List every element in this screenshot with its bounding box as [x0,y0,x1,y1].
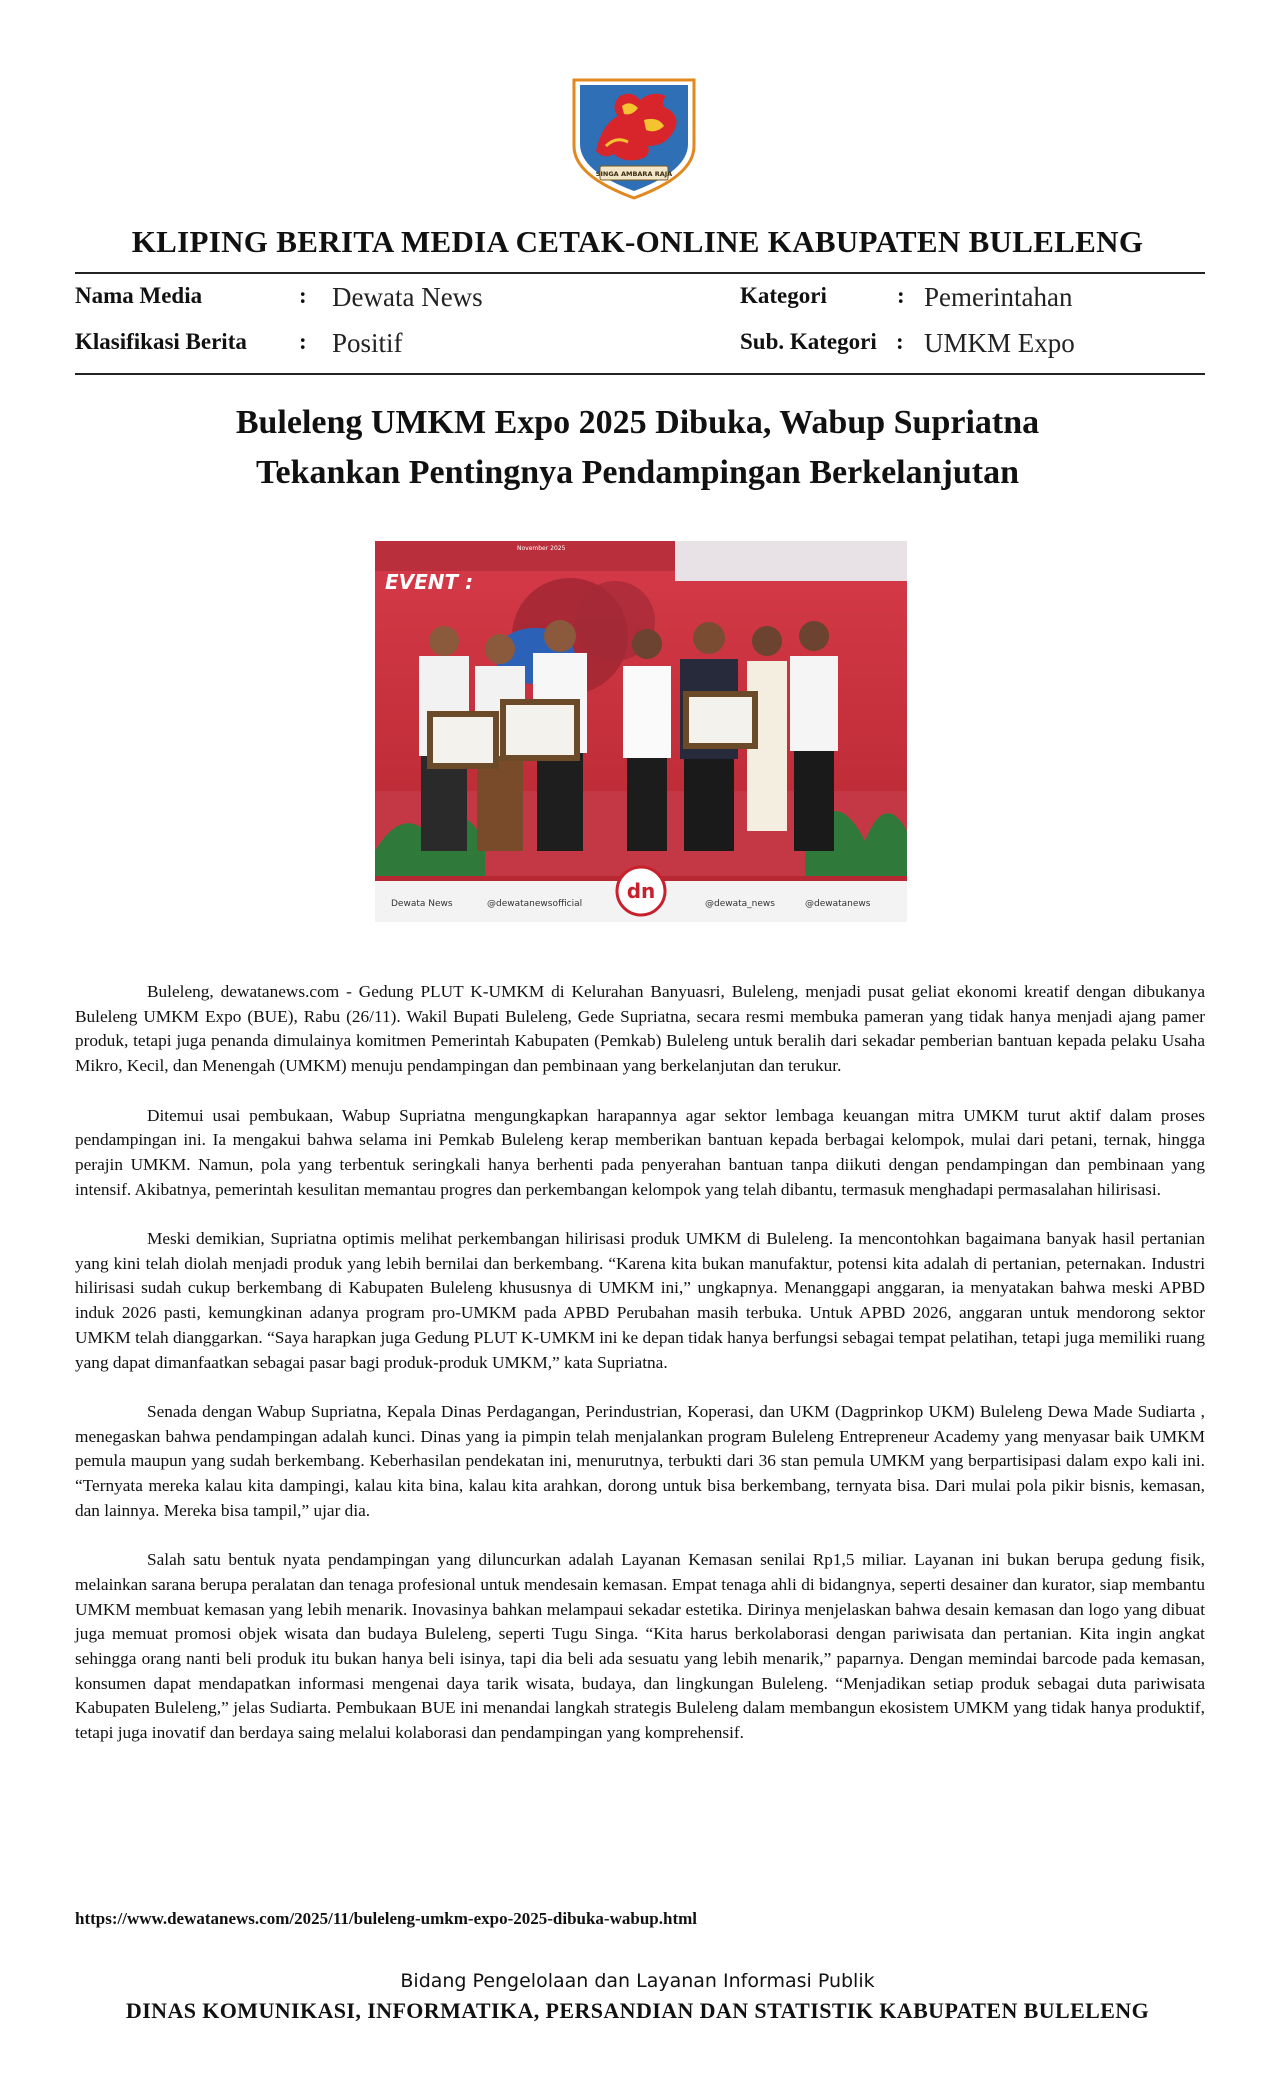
article-paragraph: Salah satu bentuk nyata pendampingan yang diluncurkan adalah Layanan Kemasan senilai Rp1,5 miliar. Layanan ini bukan berupa gedung fisik, melainkan sarana berupa peralatan dan tenaga profesional untuk mendesain kemasan. Empat tenaga ahli di bidangnya, seperti desainer dan kurator, siap membantu UMKM membuat kemasan yang lebih menarik. Inovasinya bahkan melampaui sekadar estetika. Dirinya menjelaskan bahwa desain kemasan dan logo yang dibuat juga memuat promosi objek wisata dan budaya Buleleng, seperti Tugu Singa. “Kita harus berkolaborasi dengan pariwisata dan pertanian. Kita ingin angkat sehingga orang nanti beli produk itu bukan hanya beli isinya, tapi dia beli ada sesuatu yang lebih menarik,” paparnya. Dengan memindai barcode pada kemasan, konsumen dapat mendapatkan informasi mengenai daya tarik wisata, budaya, dan lingkungan Buleleng. “Menjadikan setiap produk sebagai duta pariwisata Kabupaten Buleleng,” jelas Sudiarta. Pembukaan BUE ini menandai langkah strategis Buleleng dalam membangun ekosistem UMKM yang tidak hanya produktif, tetapi juga inovatif dan berdaya saing melalui kolaborasi dan pendampingan yang komprehensif. [75,1550,1205,1743]
klasifikasi-colon: : [299,329,307,354]
article-photo [375,541,907,922]
article-headline [0,398,1275,498]
sub-kategori-value: UMKM Expo [924,328,1075,358]
photo-footer-item-4: @dewatanews [805,899,871,909]
kliping-title: KLIPING BERITA MEDIA CETAK-ONLINE KABUPATEN BULELENG [131,224,1144,259]
article-paragraph: Senada dengan Wabup Supriatna, Kepala Dinas Perdagangan, Perindustrian, Koperasi, dan UKM (Dagprinkop UKM) Buleleng Dewa Made Sudiarta , menegaskan bahwa pendampingan adalah kunci. Dinas yang ia pimpin telah menjalankan program Buleleng Entrepreneur Academy yang menyasar baik UMKM pemula maupun yang sudah berkembang. Keberhasilan pendekatan ini, menurutnya, terbukti dari 36 stan pemula UMKM yang berpartisipasi dalam expo kali ini. “Ternyata mereka kalau kita dampingi, kalau kita bina, kalau kita arahkan, dorong untuk bisa berkembang, ternyata bisa. Dari mulai pola pikir bisnis, kemasan, dan lainnya. Mereka bisa tampil,” ujar dia. [75,1401,1205,1520]
klasifikasi-label: Klasifikasi Berita [75,329,247,354]
headline-line-1: Buleleng UMKM Expo 2025 Dibuka, Wabup Supriatna [235,404,1040,441]
photo-footer-item-3: @dewata_news [705,899,775,909]
klasifikasi-value: Positif [332,328,403,358]
article-paragraph: Ditemui usai pembukaan, Wabup Supriatna mengungkapkan harapannya agar sektor lembaga keuangan mitra UMKM turut aktif dalam proses pendampingan ini. Ia mengakui bahwa selama ini Pemkab Buleleng kerap memberikan bantuan kepada berbagai kelompok, mulai dari petani, ternak, hingga perajin UMKM. Namun, pola yang terbentuk seringkali hanya berhenti pada penyerahan bantuan tanpa diikuti dengan pendampingan dan pembinaan yang intensif. Akibatnya, pemerintah kesulitan memantau progres dan perkembangan kelompok yang telah dibantu, termasuk menghadapi permasalahan hilirisasi. [75,1105,1205,1199]
buleleng-crest-logo [566,76,702,200]
kategori-label: Kategori [740,283,827,308]
photo-banner-month: November 2025 [517,545,566,552]
nama-media-label: Nama Media [75,283,203,308]
photo-banner-event: EVENT : [385,570,474,594]
photo-footer-item-1: Dewata News [391,899,453,909]
sub-kategori-colon: : [896,329,904,354]
article-paragraph: Buleleng, dewatanews.com - Gedung PLUT K-UMKM di Kelurahan Banyuasri, Buleleng, menjadi pusat geliat ekonomi kreatif dengan dibukanya Buleleng UMKM Expo (BUE), Rabu (26/11). Wakil Bupati Buleleng, Gede Supriatna, secara resmi membuka pameran yang tidak hanya menjadi ajang pamer produk, tetapi juga penanda dimulainya komitmen Pemerintah Kabupaten (Pemkab) Buleleng untuk beralih dari sekadar pemberian bantuan kepada pelaku Usaha Mikro, Kecil, dan Menengah (UMKM) menuju pendampingan dan pembinaan yang berkelanjutan dan terukur. [75,982,1205,1076]
divider-top [75,272,1205,274]
article-paragraph: Meski demikian, Supriatna optimis melihat perkembangan hilirisasi produk UMKM di Buleleng. Ia mencontohkan bagaimana banyak hasil pertanian yang kini telah diolah menjadi produk yang lebih bernilai dan berkembang. “Karena kita bukan manufaktur, potensi kita adalah di pertanian, peternakan. Industri hilirisasi sudah cukup berkembang di Kabupaten Buleleng khususnya di UMKM ini,” ungkapnya. Menanggapi anggaran, ia menyatakan bahwa meski APBD induk 2026 pasti, kemungkinan adanya program pro-UMKM pada APBD Perubahan masih terbuka. Untuk APBD 2026, anggaran untuk mendorong sektor UMKM telah dianggarkan. “Saya harapkan juga Gedung PLUT K-UMKM ini ke depan tidak hanya berfungsi sebagai tempat pelatihan, tetapi juga memiliki ruang yang dapat dimanfaatkan sebagai pasar bagi produk-produk UMKM,” kata Supriatna. [75,1229,1205,1372]
headline-line-2: Tekankan Pentingnya Pendampingan Berkelanjutan [256,454,1019,491]
nama-media-colon: : [299,283,307,308]
kategori-colon: : [897,283,905,308]
footer-department: Bidang Pengelolaan dan Layanan Informasi Publik [400,1970,875,1992]
sub-kategori-label: Sub. Kategori [740,329,877,354]
nama-media-value: Dewata News [332,282,483,312]
kategori-value: Pemerintahan [924,282,1073,312]
photo-footer-item-2: @dewatanewsofficial [487,899,583,909]
source-url[interactable]: https://www.dewatanews.com/2025/11/buleleng-umkm-expo-2025-dibuka-wabup.html [75,1909,697,1928]
photo-badge-text: dn [626,879,656,903]
logo-motto-text: SINGA AMBARA RAJA [595,170,673,178]
article-body [75,980,1205,1770]
divider-bottom [75,373,1205,375]
footer-agency: DINAS KOMUNIKASI, INFORMATIKA, PERSANDIAN DAN STATISTIK KABUPATEN BULELENG [125,1998,1150,2023]
